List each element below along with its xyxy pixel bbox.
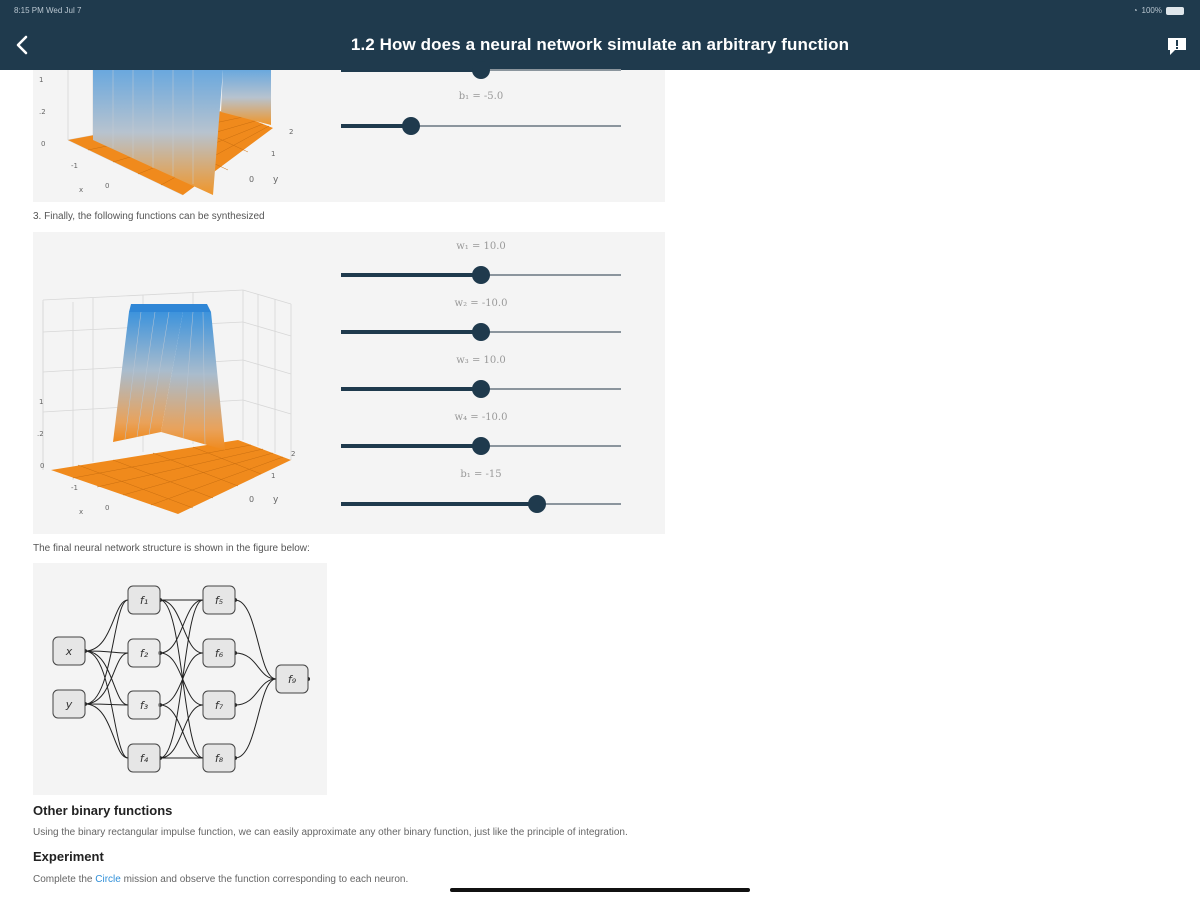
slider-w3[interactable]: [341, 388, 621, 390]
navigation-bar: [0, 22, 1200, 70]
feedback-button[interactable]: [1166, 35, 1188, 57]
surface-plot-panel-2: [33, 232, 665, 534]
slider-fill: [341, 124, 411, 128]
network-diagram-panel: [33, 563, 327, 795]
paragraph-other-binary: Using the binary rectangular impulse function, we can easily approximate any other binary function, just like the principle of integration.: [33, 827, 628, 838]
slider-label-w2: w₂ = -10.0: [454, 298, 508, 309]
node-label: f₇: [214, 699, 224, 712]
y-tick: 2: [291, 450, 296, 458]
slider-label-w4: w₄ = -10.0: [454, 412, 508, 423]
node-label: f₁: [139, 594, 149, 607]
z-tick: .2: [37, 430, 44, 438]
y-tick: 0: [249, 495, 255, 504]
x-tick: 0: [105, 182, 110, 190]
slider-thumb[interactable]: [402, 117, 420, 135]
status-time: 8:15 PM Wed Jul 7: [14, 6, 82, 15]
x-axis-label: x: [79, 508, 84, 516]
surface-plot-1[interactable]: [33, 70, 333, 202]
slider-b1[interactable]: [341, 125, 621, 127]
x-tick: -1: [71, 162, 78, 170]
slider-w1[interactable]: [341, 274, 621, 276]
circle-mission-link[interactable]: Circle: [95, 874, 121, 885]
slider-label-w3: w₃ = 10.0: [456, 355, 506, 366]
slider-fill: [341, 273, 481, 277]
battery-icon: [1166, 7, 1184, 15]
home-indicator[interactable]: [450, 888, 750, 892]
experiment-text-before: Complete the: [33, 874, 96, 885]
surface-plot-panel-1: [33, 70, 665, 202]
slider-thumb[interactable]: [472, 380, 490, 398]
slider-w2[interactable]: [341, 331, 621, 333]
battery-percentage: 100%: [1141, 6, 1162, 15]
y-tick: 1: [271, 150, 276, 158]
slider-label-w1: w₁ = 10.0: [456, 241, 506, 252]
node-label: f₆: [214, 647, 224, 660]
slider-fill: [341, 502, 537, 506]
slider-fill: [341, 444, 481, 448]
node-label: f₂: [139, 647, 149, 660]
status-bar: [0, 0, 1200, 22]
slider-fill: [341, 330, 481, 334]
y-axis-label: y: [273, 175, 279, 185]
section-title-experiment: Experiment: [33, 849, 104, 864]
z-tick: 0: [40, 462, 45, 470]
z-tick: 1: [39, 76, 44, 84]
node-label: y: [65, 698, 73, 711]
page-title: 1.2 How does a neural network simulate an arbitrary function: [350, 35, 850, 54]
slider-w4-partial[interactable]: [341, 69, 621, 71]
slider-w4[interactable]: [341, 445, 621, 447]
slider-thumb[interactable]: [528, 495, 546, 513]
node-label: f₅: [214, 594, 224, 607]
z-tick: .2: [39, 108, 46, 116]
caption-structure: The final neural network structure is shown in the figure below:: [33, 543, 310, 554]
x-tick: 0: [105, 504, 110, 512]
slider-label-b1: b₁ = -5.0: [458, 91, 504, 102]
status-indicators: [1133, 6, 1184, 15]
slider-b1[interactable]: [341, 503, 621, 505]
y-tick: 0: [249, 175, 255, 184]
experiment-text-after: mission and observe the function corresponding to each neuron.: [120, 874, 409, 885]
paragraph-experiment: [33, 874, 408, 885]
slider-thumb[interactable]: [472, 266, 490, 284]
x-axis-label: x: [79, 186, 84, 194]
slider-thumb[interactable]: [472, 323, 490, 341]
y-tick: 2: [289, 128, 294, 136]
slider-label-b1: b₁ = -15: [460, 469, 502, 480]
surface-plot-2[interactable]: [33, 232, 333, 534]
z-tick: 1: [39, 398, 44, 406]
z-tick: 0: [41, 140, 46, 148]
slider-fill: [341, 68, 481, 72]
y-axis-label: y: [273, 495, 279, 505]
feedback-icon: [1166, 35, 1188, 57]
caption-synthesized: 3. Finally, the following functions can be synthesized: [33, 211, 265, 222]
network-diagram: [33, 563, 327, 795]
slider-thumb[interactable]: [472, 61, 490, 79]
slider-fill: [341, 387, 481, 391]
section-title-other-binary: Other binary functions: [33, 803, 173, 818]
node-label: f₉: [287, 673, 297, 686]
x-tick: -1: [71, 484, 78, 492]
node-label: f₄: [139, 752, 149, 765]
node-label: x: [65, 645, 73, 658]
wifi-icon: ◔: [1132, 6, 1138, 15]
slider-thumb[interactable]: [472, 437, 490, 455]
y-tick: 1: [271, 472, 276, 480]
node-label: f₈: [214, 752, 224, 765]
node-label: f₃: [139, 699, 149, 712]
